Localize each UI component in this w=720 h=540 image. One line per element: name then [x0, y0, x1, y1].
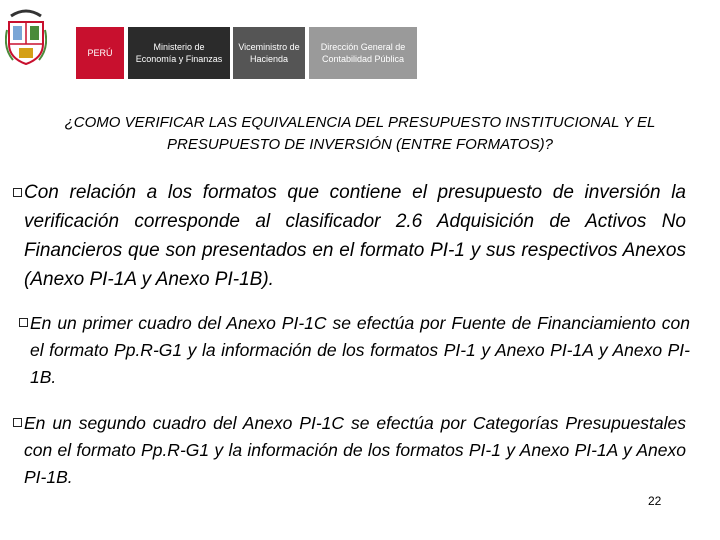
coat-of-arms-icon [5, 8, 47, 66]
bullet-square-icon [13, 188, 22, 197]
bullet-square-icon [19, 318, 28, 327]
viceministry-label: Viceministro de Hacienda [233, 27, 305, 79]
page-number: 22 [648, 494, 662, 508]
page-title: ¿COMO VERIFICAR LAS EQUIVALENCIA DEL PRESUPUESTO INSTITUCIONAL Y EL PRESUPUESTO DE INVERSIÓN (ENTRE FORMATOS)? [64, 114, 656, 153]
direction-label: Dirección General de Contabilidad Pública [309, 27, 417, 79]
peru-label: PERÚ [76, 27, 124, 79]
bullet-square-icon [13, 418, 22, 427]
paragraph-second-table: En un segundo cuadro del Anexo PI-1C se efectúa por Categorías Presupuestales con el formato Pp.R-G1 y la información de los formatos PI-1 y Anexo PI-1A y Anexo PI-1B. [24, 413, 686, 487]
paragraph-intro: Con relación a los formatos que contiene el presupuesto de inversión la verificación corresponde al clasificador 2.6 Adquisición de Activos No Financieros que son presentados en el formato PI-1 y sus respectivos Anexos (Anexo PI-1A y Anexo PI-1B). [24, 182, 686, 290]
paragraph-first-table: En un primer cuadro del Anexo PI-1C se efectúa por Fuente de Financiamiento con el formato Pp.R-G1 y la información de los formatos PI-1 y Anexo PI-1A y Anexo PI-1B. [30, 313, 690, 387]
ministry-label: Ministerio de Economía y Finanzas [128, 27, 230, 79]
